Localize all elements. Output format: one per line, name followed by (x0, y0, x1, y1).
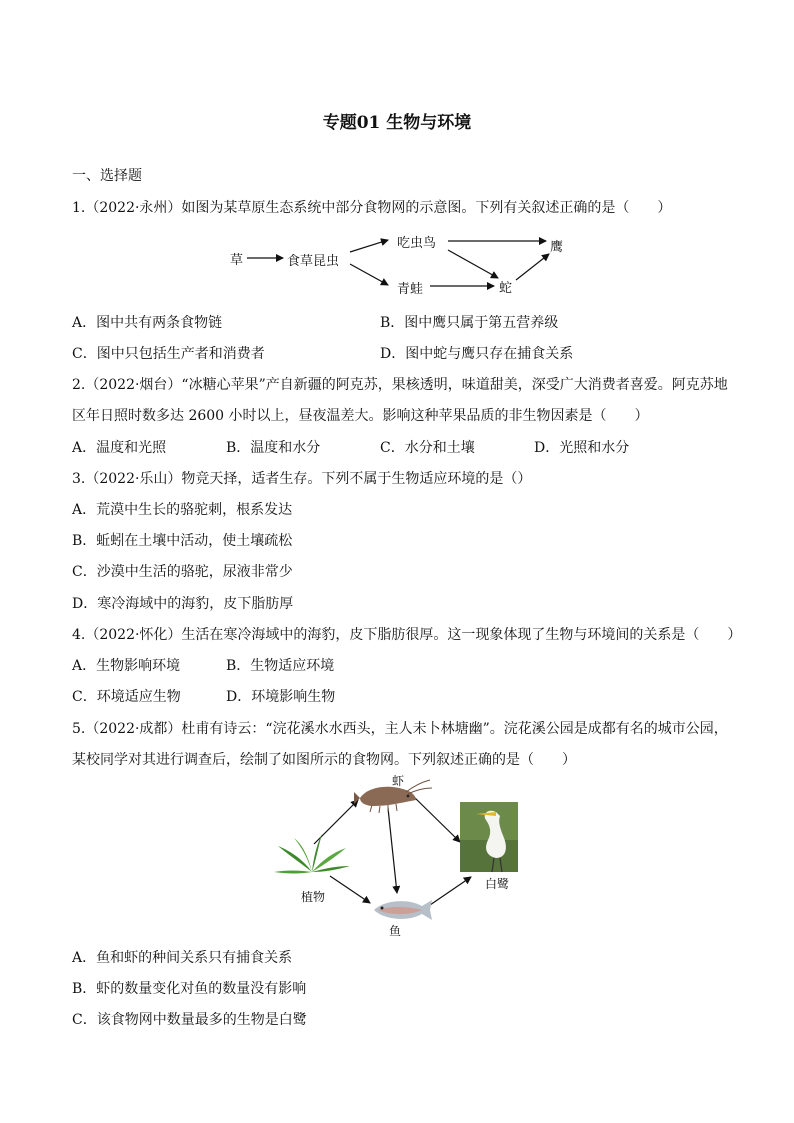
q3-option-a: A．荒漠中生长的骆驼刺，根系发达 (72, 502, 293, 518)
q4-option-a: A．生物影响环境 (72, 658, 181, 674)
q1-option-a: A．图中共有两条食物链 (72, 315, 223, 331)
arrow-plant-fish (330, 876, 370, 903)
node-insectivorous-bird: 吃虫鸟 (397, 236, 437, 251)
question-4-stem: 4.（2022·怀化）生活在寒冷海域中的海豹，皮下脂肪很厚。这一现象体现了生物与环境间的关系是（ ） (72, 627, 742, 643)
q3-option-c: C．沙漠中生活的骆驼，尿液非常少 (72, 564, 293, 580)
question-2-stem-line1: 2.（2022·烟台）“冰糖心苹果”产自新疆的阿克苏，果核透明，味道甜美，深受广大消费者喜爱。阿克苏地 (72, 377, 728, 393)
q1-option-d: D．图中蛇与鹰只存在捕食关系 (380, 346, 574, 362)
node-frog: 青蛙 (397, 282, 424, 297)
q2-option-d: D．光照和水分 (534, 440, 630, 456)
plant-illustration (274, 834, 350, 874)
q1-option-c: C．图中只包括生产者和消费者 (72, 346, 265, 362)
q5-food-web-arrows (314, 795, 471, 905)
node-grass: 草 (230, 253, 244, 268)
node-hawk: 鹰 (550, 240, 564, 255)
q2-option-a: A．温度和光照 (72, 440, 167, 456)
q3-option-d: D．寒冷海域中的海豹，皮下脂肪厚 (72, 596, 294, 612)
q4-option-c: C．环境适应生物 (72, 689, 181, 705)
arrow-shrimp-egret (412, 795, 460, 842)
q1-option-b: B．图中鹰只属于第五营养级 (380, 315, 559, 331)
question-2-stem-line2: 区年日照时数多达 2600 小时以上，昼夜温差大。影响这种苹果品质的非生物因素是（ ） (72, 408, 649, 424)
question-3-stem: 3.（2022·乐山）物竞天择，适者生存。下列不属于生物适应环境的是（） (72, 471, 532, 487)
q4-option-b: B．生物适应环境 (226, 658, 335, 674)
q4-option-d: D．环境影响生物 (226, 689, 336, 705)
q5-option-a: A．鱼和虾的种间关系只有捕食关系 (72, 950, 293, 966)
node-snake: 蛇 (499, 281, 513, 296)
node-egret: 白鹭 (485, 877, 510, 891)
arrow-insect-frog (350, 264, 388, 285)
section-heading: 一、选择题 (72, 168, 142, 184)
arrow-bird-snake (448, 250, 498, 278)
q2-option-b: B．温度和水分 (226, 440, 321, 456)
arrow-insect-bird (350, 240, 388, 252)
node-herbivorous-insect: 食草昆虫 (287, 254, 340, 269)
question-5-stem-line2: 某校同学对其进行调查后，绘制了如图所示的食物网。下列叙述正确的是（ ） (72, 752, 576, 768)
q2-option-c: C．水分和土壤 (380, 440, 475, 456)
q3-option-b: B．蚯蚓在土壤中活动，使土壤疏松 (72, 533, 293, 549)
arrow-snake-hawk (516, 254, 549, 280)
question-1-stem: 1.（2022·永州）如图为某草原生态系统中部分食物网的示意图。下列有关叙述正确的是（ ） (72, 200, 672, 216)
q5-option-c: C．该食物网中数量最多的生物是白鹭 (72, 1012, 307, 1028)
node-shrimp: 虾 (392, 774, 405, 788)
node-fish: 鱼 (389, 924, 402, 938)
fish-illustration (374, 900, 432, 920)
page-title: 专题01 生物与环境 (322, 113, 472, 133)
q5-option-b: B．虾的数量变化对鱼的数量没有影响 (72, 981, 307, 997)
node-plant: 植物 (301, 890, 326, 904)
arrow-shrimp-fish (388, 808, 397, 893)
question-5-stem-line1: 5.（2022·成都）杜甫有诗云：“浣花溪水水西头，主人未卜林塘幽”。浣花溪公园是成都有名的城市公园， (72, 721, 728, 737)
egret-illustration (460, 802, 518, 872)
arrow-fish-egret (430, 877, 471, 905)
